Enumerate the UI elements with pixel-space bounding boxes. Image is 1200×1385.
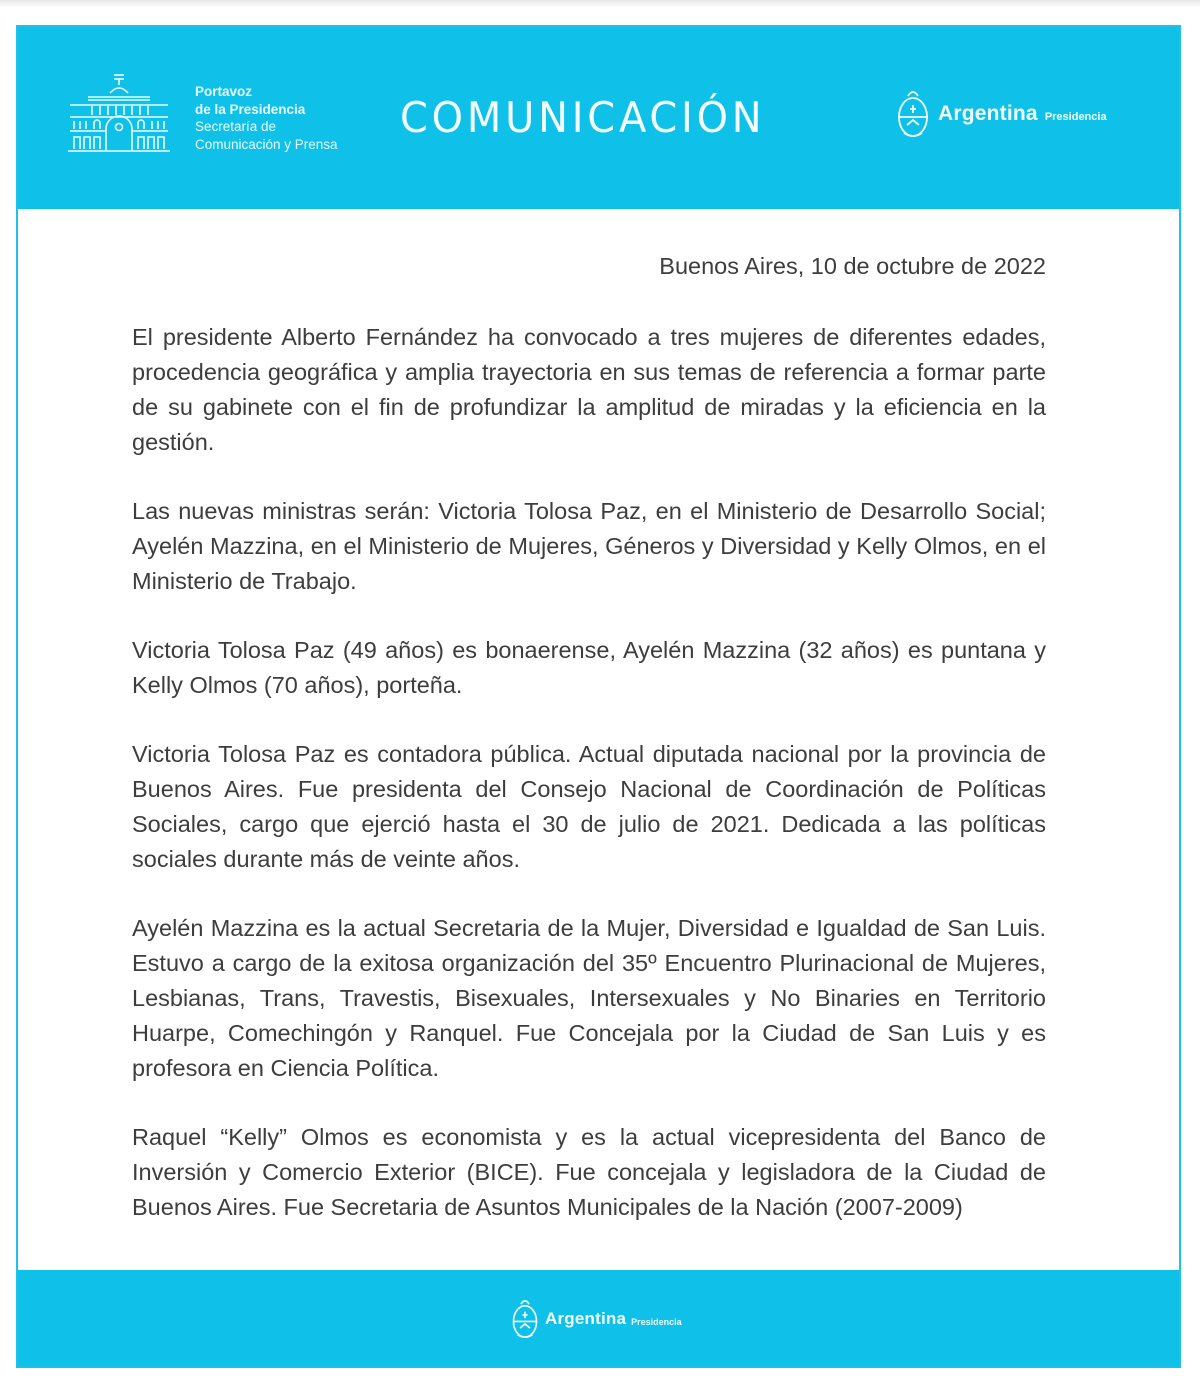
org-line-3: Secretaría de (195, 119, 277, 134)
coat-of-arms-icon (511, 1296, 539, 1342)
org-line-2: de la Presidencia (195, 101, 306, 117)
footer-brand-sub: Presidencia (631, 1316, 682, 1327)
document-body (132, 249, 1046, 1259)
header-banner (18, 27, 1179, 209)
footer-brand-name: Argentina (545, 1309, 627, 1328)
page-top-shadow (0, 0, 1200, 8)
paragraph-tolosa-paz: Victoria Tolosa Paz es contadora pública. Actual diputada nacional por la provincia de Buenos Aires. Fue presidenta del Consejo Nacional de Coordinación de Políticas Sociales, cargo que ejerció hasta el 30 de julio de 2021. Dedicada a las políticas sociales durante más de veinte años. (132, 741, 1046, 872)
document-title: COMUNICACIÓN (400, 93, 766, 142)
press-release-document (16, 25, 1181, 1368)
argentina-presidencia-logo (896, 87, 1107, 141)
date-line: Buenos Aires, 10 de octubre de 2022 (659, 253, 1046, 279)
org-line-1: Portavoz (195, 84, 253, 99)
paragraph-appointments: Las nuevas ministras serán: Victoria Tolosa Paz, en el Ministerio de Desarrollo Social; Ayelén Mazzina, en el Ministerio de Mujeres, Géneros y Diversidad y Kelly Olmos, en el Ministerio de Trabajo. (132, 498, 1046, 594)
brand-name: Argentina (938, 102, 1038, 125)
casa-rosada-icon (68, 71, 170, 153)
org-name (195, 83, 338, 153)
footer-banner (18, 1270, 1179, 1366)
paragraph-intro: El presidente Alberto Fernández ha convocado a tres mujeres de diferentes edades, procedencia geográfica y amplia trayectoria en sus temas de referencia a formar parte de su gabinete con el fin de profundizar la amplitud de miradas y la eficiencia en la gestión. (132, 324, 1046, 455)
paragraph-olmos: Raquel “Kelly” Olmos es economista y es la actual vicepresidenta del Banco de Inversión y Comercio Exterior (BICE). Fue concejala y legisladora de la Ciudad de Buenos Aires. Fue Secretaria de Asuntos Municipales de la Nación (2007-2009) (132, 1124, 1046, 1220)
paragraph-mazzina: Ayelén Mazzina es la actual Secretaria de la Mujer, Diversidad e Igualdad de San Luis. Estuvo a cargo de la exitosa organización del 35º Encuentro Plurinacional de Mujeres, Lesbianas, Trans, Travestis, Bisexuales, Intersexuales y No Binaries en Territorio Huarpe, Comechingón y Ranquel. Fue Concejala por la Ciudad de San Luis y es profesora en Ciencia Política. (132, 915, 1046, 1081)
footer-argentina-presidencia-logo (511, 1296, 682, 1342)
org-line-4: Comunicación y Prensa (195, 136, 338, 152)
coat-of-arms-icon (896, 87, 930, 141)
paragraph-ages: Victoria Tolosa Paz (49 años) es bonaerense, Ayelén Mazzina (32 años) es puntana y Kelly Olmos (70 años), porteña. (132, 637, 1046, 698)
brand-sub: Presidencia (1044, 111, 1107, 123)
